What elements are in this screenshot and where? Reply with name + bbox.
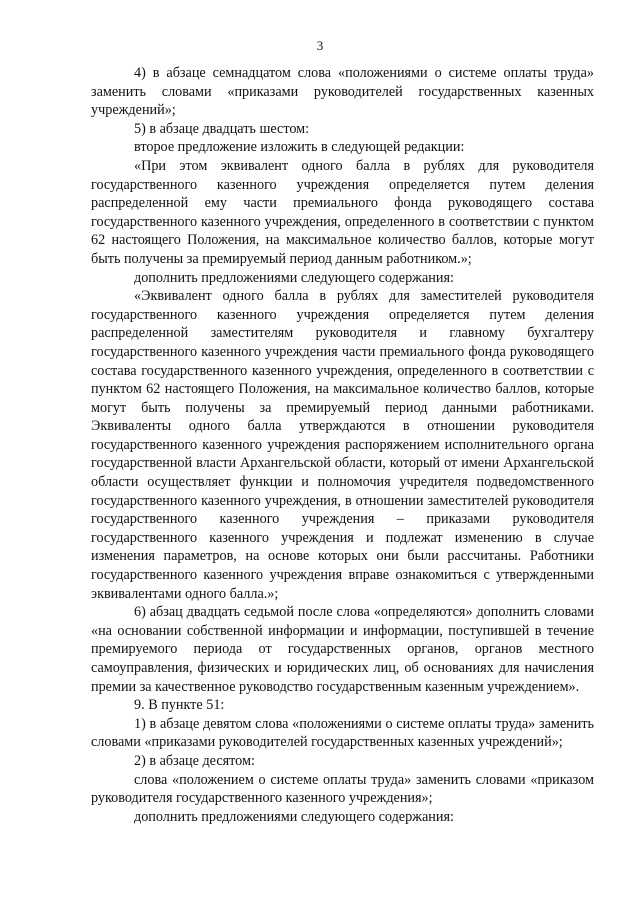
paragraph-item-6: 6) абзац двадцать седьмой после слова «определяются» дополнить словами «на основании собственной информации и информации, поступившей в течение премируемого периода от государственных органов, органов местного самоуправления, физических и юридических лиц, об основаниях для начисления премии за качественное руководство государственным казенным учреждением». bbox=[91, 604, 594, 695]
paragraph-supplement-final: дополнить предложениями следующего содержания: bbox=[134, 808, 454, 825]
document-body bbox=[91, 64, 594, 826]
paragraph-sub-2: 2) в абзаце десятом: bbox=[134, 752, 255, 769]
page-number: 3 bbox=[316, 38, 324, 53]
paragraph-second-sentence: второе предложение изложить в следующей редакции: bbox=[134, 139, 465, 156]
paragraph-point-9: 9. В пункте 51: bbox=[134, 697, 225, 714]
paragraph-item-4: 4) в абзаце семнадцатом слова «положениями о системе оплаты труда» заменить словами «приказами руководителей государственных казенных учреждений»; bbox=[91, 65, 594, 119]
paragraph-sub-1: 1) в абзаце девятом слова «положениями о системе оплаты труда» заменить словами «приказами руководителей государственных казенных учреждений»; bbox=[91, 715, 594, 751]
paragraph-quote-leader: «При этом эквивалент одного балла в рублях для руководителя государственного казенного учреждения определяется путем деления распределенной ему части премиального фонда руководящего состава государственного казенного учреждения, определенного в соответствии с пунктом 62 настоящего Положения, на максимальное количество баллов, которые могут быть получены за премируемый период данным работником.»; bbox=[91, 157, 594, 267]
paragraph-item-5: 5) в абзаце двадцать шестом: bbox=[134, 120, 310, 137]
paragraph-words-replace: слова «положением о системе оплаты труда» заменить словами «приказом руководителя государственного казенного учреждения»; bbox=[91, 771, 594, 807]
paragraph-supplement: дополнить предложениями следующего содержания: bbox=[134, 269, 454, 286]
paragraph-quote-deputies: «Эквивалент одного балла в рублях для заместителей руководителя государственного казенного учреждения определяется путем деления распределенной заместителям руководителя и главному бухгалтеру государственного казенного учреждения части премиального фонда руководящего состава государственного казенного учреждения, определенного в соответствии с пунктом 62 настоящего Положения, на максимальное количество баллов, которые могут быть получены за премируемый период данными работниками. Эквиваленты одного балла утверждаются в отношении руководителя государственного казенного учреждения распоряжением исполнительного органа государственной власти Архангельской области, который от имени Архангельской области осуществляет функции и полномочия учредителя подведомственного государственного казенного учреждения, в отношении заместителей руководителя государственного казенного учреждения – приказами руководителя государственного казенного учреждения и подлежат изменению в случае изменения параметров, на основе которых они были рассчитаны. Работники государственного казенного учреждения вправе ознакомиться с утвержденными эквивалентами одного балла.»; bbox=[91, 288, 594, 602]
